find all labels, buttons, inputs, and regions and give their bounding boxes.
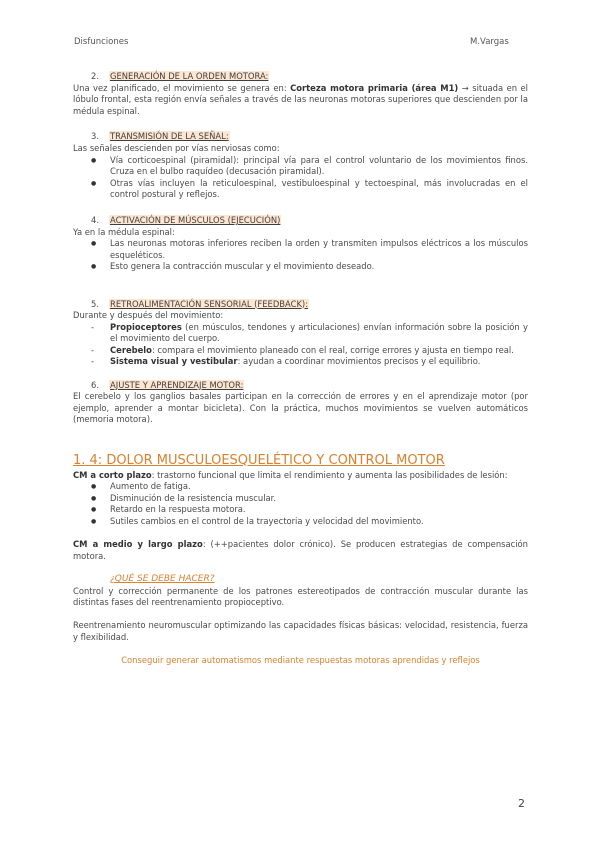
goal-statement: Conseguir generar automatismos mediante respuestas motoras aprendidas y reflejos: [121, 655, 480, 666]
list-item: ● Esto genera la contracción muscular y el movimiento deseado.: [73, 261, 528, 273]
text-span: Una vez planificado, el movimiento se genera en:: [73, 82, 291, 93]
section-number: 3.: [91, 131, 99, 142]
bold-term: Propioceptores: [110, 321, 182, 332]
list-item: ● Retardo en la respuesta motora.: [73, 504, 528, 516]
section-heading-5: [73, 299, 528, 311]
section-6-text: El cerebelo y los ganglios basales participan en la corrección de errores y en el aprendizaje motor (por ejemplo, aprender a montar bicicleta). Con la práctica, muchos movimientos se vuelven automáticos (memoria motora).: [73, 391, 528, 425]
list-item: [73, 345, 528, 357]
list-item: [73, 322, 528, 345]
text-span: : compara el movimiento planeado con el real, corrige errores y ajusta en tiempo real.: [151, 344, 514, 355]
list-item: ● Aumento de fatiga.: [73, 481, 528, 493]
bullet-list: [73, 155, 528, 201]
section-number: 6.: [91, 379, 99, 390]
bold-term: Cerebelo: [110, 344, 152, 355]
text-span: : trastorno funcional que limita el rendimiento y aumenta las posibilidades de lesión:: [151, 469, 508, 480]
bold-term: Corteza motora primaria (área M1): [290, 82, 459, 93]
list-item: ● Vía corticoespinal (piramidal): principal vía para el control voluntario de los movimientos finos. Cruza en el bulbo raquídeo (decusación piramidal).: [73, 155, 528, 178]
text-span: : ayudan a coordinar movimientos precisos y el equilibrio.: [237, 356, 481, 367]
section-heading-3: [73, 131, 528, 143]
list-item: [73, 356, 528, 368]
text-span: → situada en el lóbulo frontal, esta región envía señales a través de las neuronas motoras superiores que descienden por la médula espinal.: [73, 82, 528, 116]
bullet-list: [73, 238, 528, 273]
chapter-heading: 1. 4: DOLOR MUSCULOESQUELÉTICO Y CONTROL MOTOR: [73, 452, 445, 468]
short-term-text: [73, 470, 528, 482]
section-title: GENERACIÓN DE LA ORDEN MOTORA:: [110, 71, 269, 81]
section-title: AJUSTE Y APRENDIZAJE MOTOR:: [110, 379, 244, 390]
list-item: ● Las neuronas motoras inferiores reciben la orden y transmiten impulsos eléctricos a los músculos esqueléticos.: [73, 238, 528, 261]
section-number: 2.: [91, 71, 99, 81]
text-span: : (++pacientes dolor crónico). Se producen estrategias de compensación motora.: [73, 539, 528, 561]
long-term-text: [73, 539, 528, 562]
section-5-intro: Durante y después del movimiento:: [73, 310, 224, 321]
dash-list: [73, 322, 528, 368]
section-title: TRANSMISIÓN DE LA SEÑAL:: [110, 131, 229, 142]
bold-term: CM a corto plazo: [73, 469, 152, 480]
text-span: (en músculos, tendones y articulaciones) envían información sobre la posición y el movimiento del cuerpo.: [110, 321, 528, 344]
question-heading: ¿QUÉ SE DEBE HACER?: [110, 573, 215, 584]
header-right: M.Vargas: [470, 37, 509, 47]
paragraph-control: Control y corrección permanente de los patrones estereotipados de contracción muscular durante las distintas fases del reentrenamiento propioceptivo.: [73, 585, 528, 608]
header-left: Disfunciones: [74, 37, 129, 47]
paragraph-reentrenamiento: Reentrenamiento neuromuscular optimizando las capacidades físicas básicas: velocidad, resistencia, fuerza y flexibilidad.: [73, 620, 528, 642]
section-number: 4.: [91, 214, 99, 225]
bold-term: Sistema visual y vestibular: [110, 356, 238, 367]
section-number: 5.: [91, 298, 99, 309]
bold-term: CM a medio y largo plazo: [73, 539, 203, 550]
page-number: 2: [518, 797, 525, 810]
section-title: ACTIVACIÓN DE MÚSCULOS (EJECUCIÓN): [110, 214, 281, 225]
section-heading-6: [73, 380, 528, 392]
list-item: ● Sutiles cambios en el control de la trayectoria y velocidad del movimiento.: [73, 516, 528, 528]
list-item: ● Otras vías incluyen la reticuloespinal, vestibuloespinal y tectoespinal, más involucradas en el control postural y reflejos.: [73, 178, 528, 201]
section-title: RETROALIMENTACIÓN SENSORIAL (FEEDBACK):: [110, 298, 309, 309]
section-2-text: [73, 83, 528, 118]
page-content: [73, 71, 528, 667]
list-item: ● Disminución de la resistencia muscular.: [73, 493, 528, 505]
section-3-intro: Las señales descienden por vías nerviosas como:: [73, 142, 280, 153]
bullet-list: [73, 481, 528, 527]
section-4-intro: Ya en la médula espinal:: [73, 226, 175, 237]
section-heading-2: [73, 71, 528, 83]
section-heading-4: [73, 215, 528, 227]
